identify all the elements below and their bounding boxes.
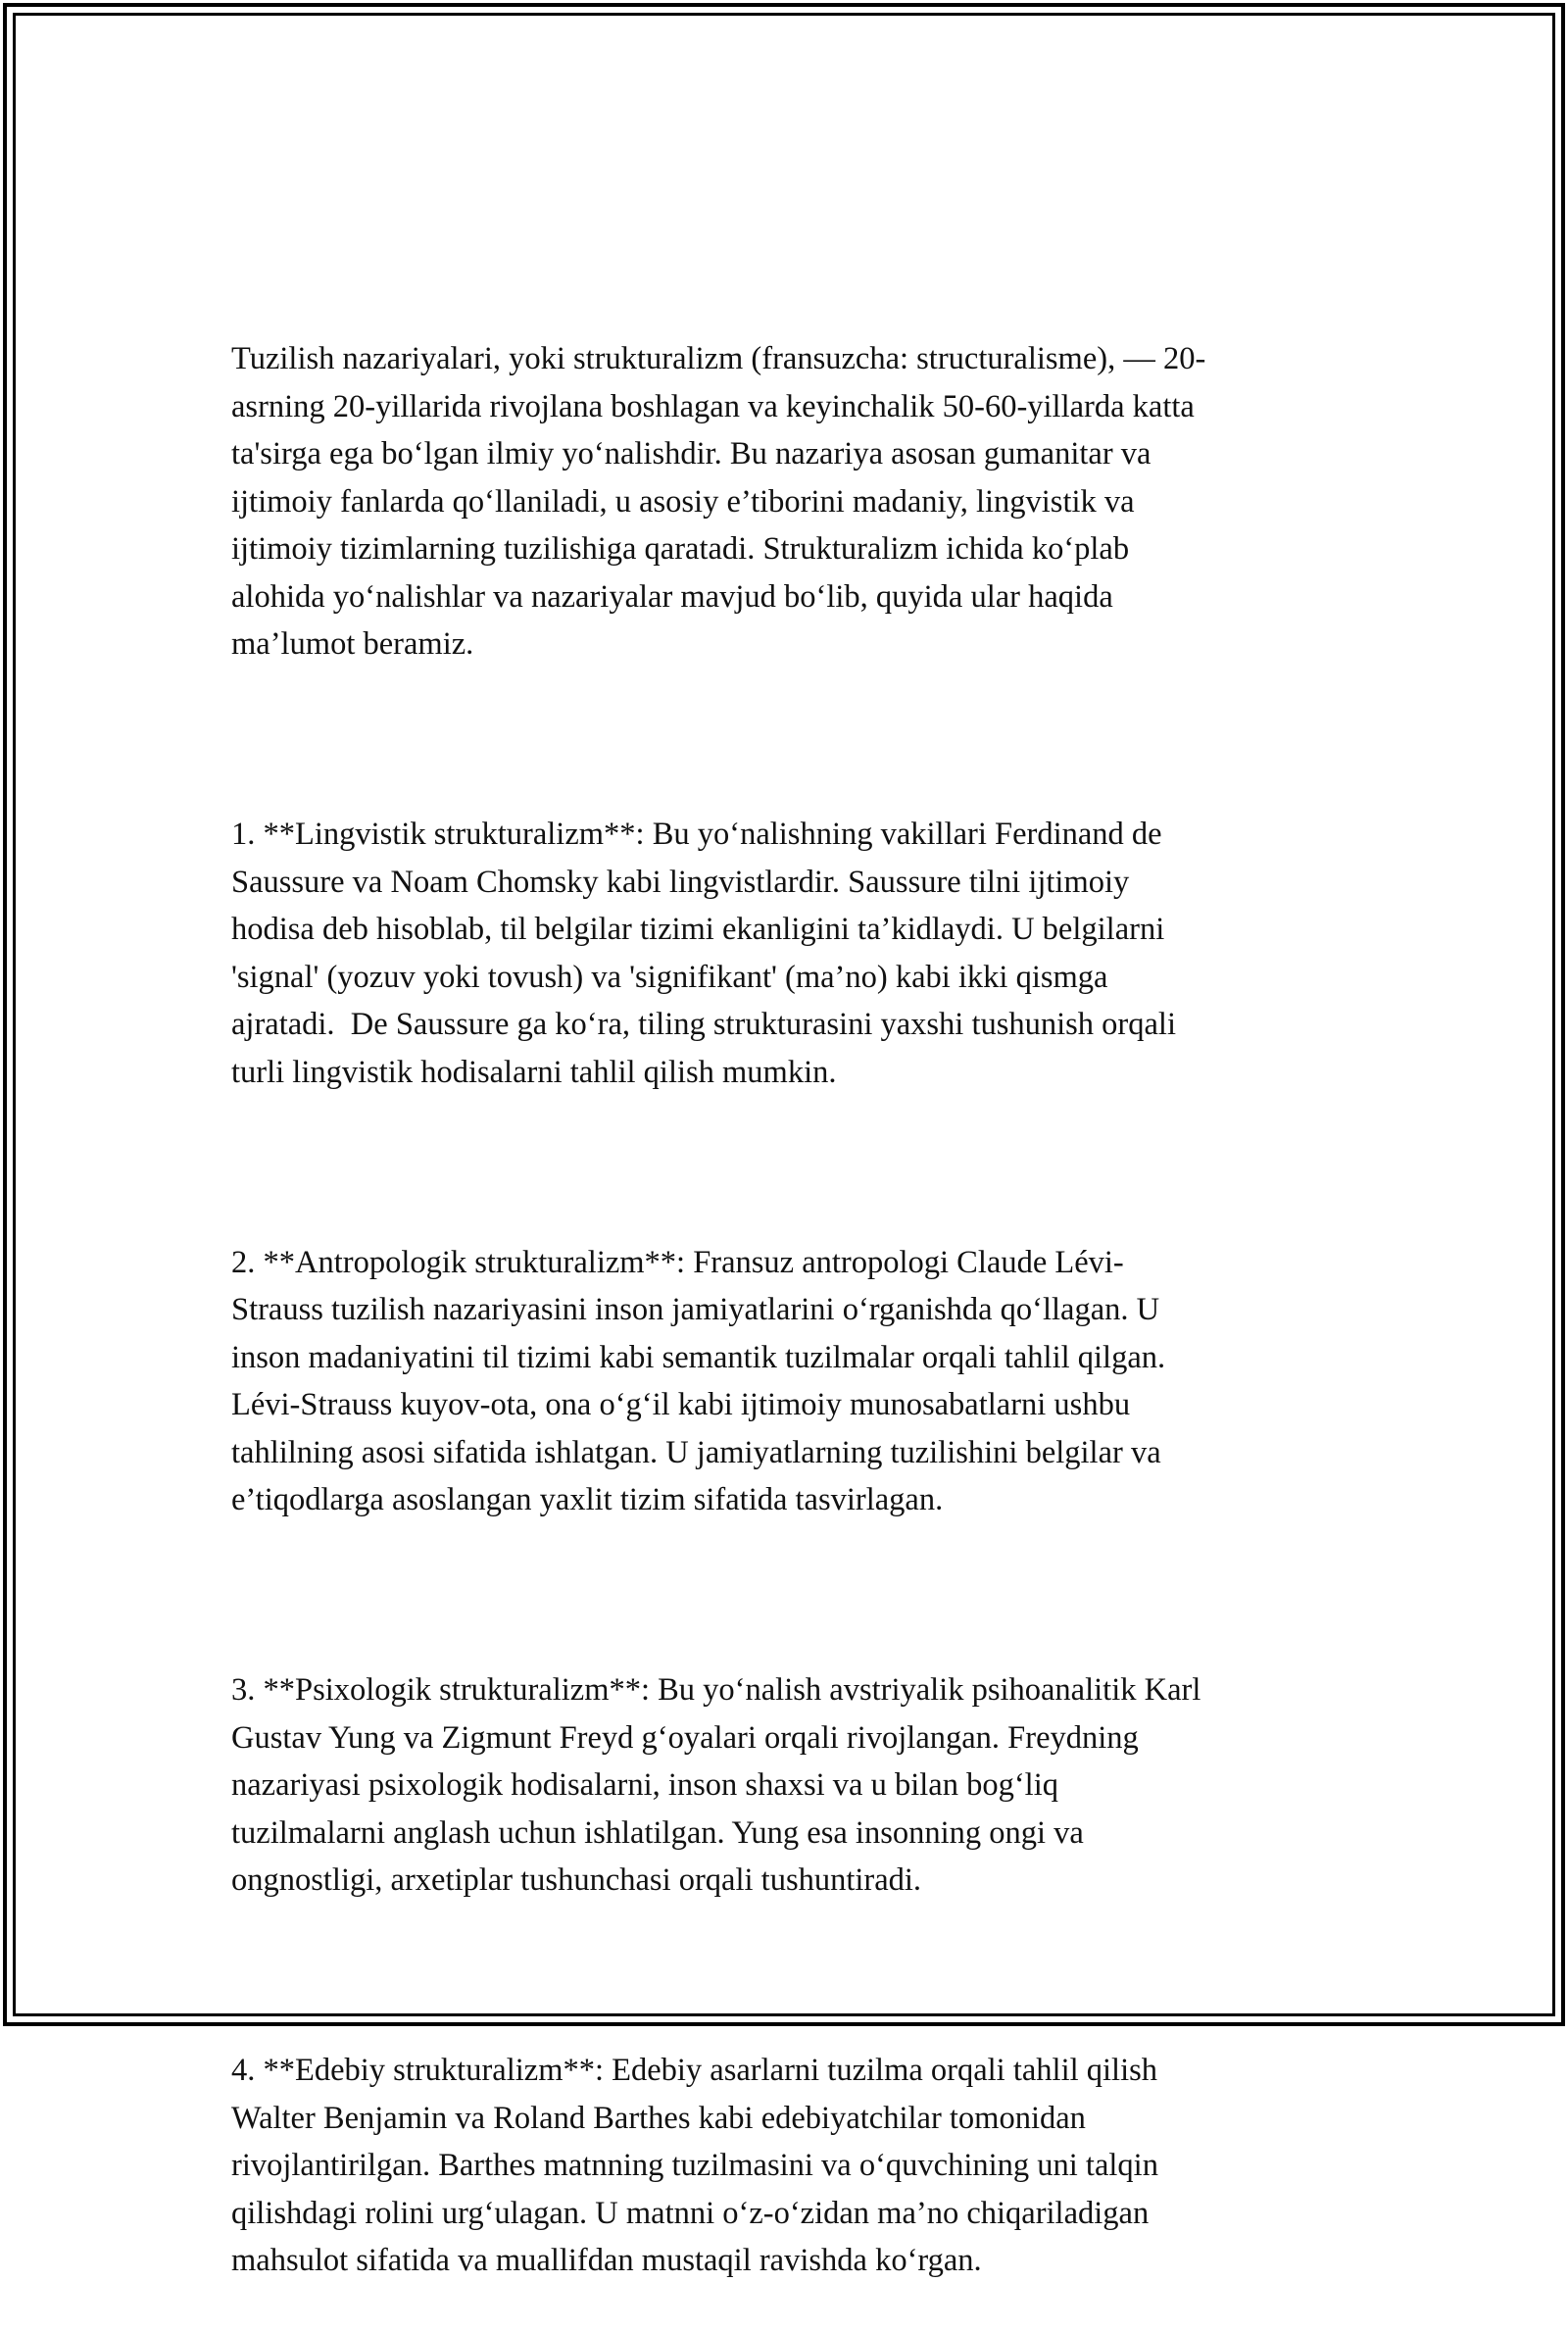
paragraph-psychological-structuralism: 3. **Psixologik strukturalizm**: Bu yoʻnalish avstriyalik psihoanalitik Karl Gustav Yung va Zigmunt Freyd gʻoyalari orqali rivojlangan. Freydning nazariyasi psixologik hodisalarni, inson shaxsi va u bilan bogʻliq tuzilmalarni anglash uchun ishlatilgan. Yung esa insonning ongi va ongnostligi, arxetiplar tushunchasi orqali tushuntiradi. — [231, 1672, 1201, 1898]
paragraph-linguistic-structuralism: 1. **Lingvistik strukturalizm**: Bu yoʻnalishning vakillari Ferdinand de Saussure va Noam Chomsky kabi lingvistlardir. Saussure tilni ijtimoiy hodisa deb hisoblab, til belgilar tizimi ekanligini ta’kidlaydi. U belgilarni 'signal' (yozuv yoki tovush) va 'signifikant' (ma’no) kabi ikki qismga ajratadi. De Saussure ga koʻra, tiling strukturasini yaxshi tushunish orqali turli lingvistik hodisalarni tahlil qilish mumkin. — [231, 817, 1176, 1090]
intro-paragraph: Tuzilish nazariyalari, yoki strukturalizm (fransuzcha: structuralisme), — 20- asrning 20-yillarida rivojlana boshlagan va keyinchalik 50-60-yillarda katta ta'sirga ega boʻlgan ilmiy yoʻnalishdir. Bu nazariya asosan gumanitar va ijtimoiy fanlarda qoʻllaniladi, u asosiy e’tiborini madaniy, lingvistik va ijtimoiy tizimlarning tuzilishiga qaratadi. Strukturalizm ichida koʻplab alohida yoʻnalishlar va nazariyalar mavjud boʻlib, quyida ular haqida ma’lumot beramiz. — [231, 341, 1206, 662]
paragraph-anthropological-structuralism: 2. **Antropologik strukturalizm**: Fransuz antropologi Claude Lévi- Strauss tuzilish nazariyasini inson jamiyatlarini oʻrganishda qoʻllagan. U inson madaniyatini til tizimi kabi semantik tuzilmalar orqali tahlil qilgan. Lévi-Strauss kuyov-ota, ona oʻgʻil kabi ijtimoiy munosabatlarni ushbu tahlilning asosi sifatida ishlatgan. U jamiyatlarning tuzilishini belgilar va e’tiqodlarga asoslangan yaxlit tizim sifatida tasvirlagan. — [231, 1244, 1166, 1517]
document-body — [231, 240, 1339, 2332]
paragraph-literary-structuralism: 4. **Edebiy strukturalizm**: Edebiy asarlarni tuzilma orqali tahlil qilish Walter Benjamin va Roland Barthes kabi edebiyatchilar tomonidan rivojlantirilgan. Barthes matnning tuzilmasini va oʻquvchining uni talqin qilishdagi rolini urgʻulagan. U matnni oʻz-oʻzidan ma’no chiqariladigan mahsulot sifatida va muallifdan mustaqil ravishda koʻrgan. — [231, 2053, 1158, 2278]
